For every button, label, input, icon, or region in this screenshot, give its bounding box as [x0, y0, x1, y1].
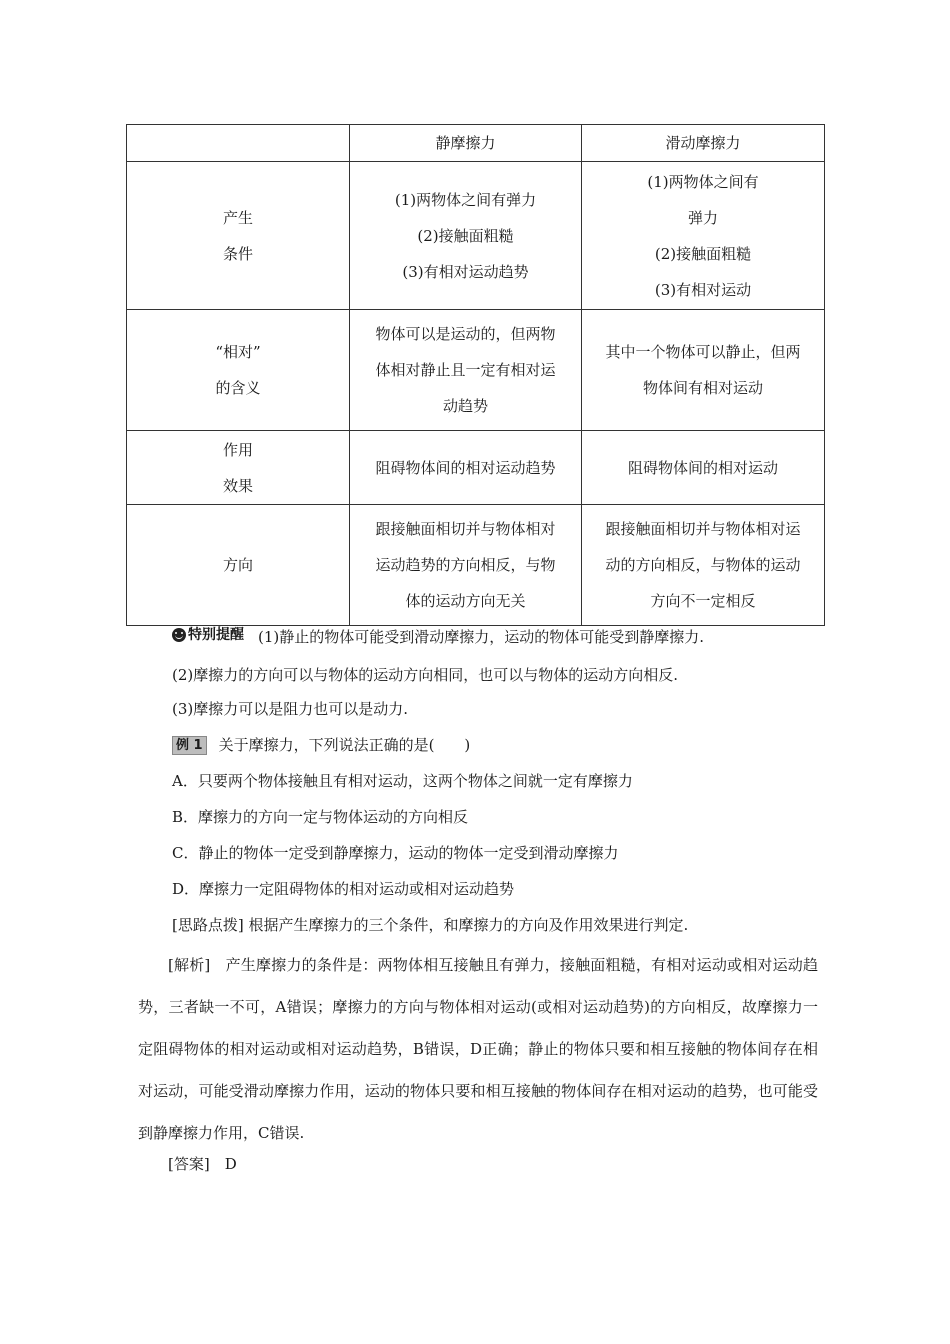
header-static-friction: 静摩擦力 — [350, 125, 582, 162]
static-cell: 阻碍物体间的相对运动趋势 — [350, 431, 582, 505]
row-label: “相对” 的含义 — [127, 310, 350, 431]
reminder-line-1: (1)静止的物体可能受到滑动摩擦力，运动的物体可能受到静摩擦力. — [258, 628, 705, 646]
static-cell: 物体可以是运动的，但两物 体相对静止且一定有相对运 动趋势 — [350, 310, 582, 431]
analysis-text: 产生摩擦力的条件是：两物体相互接触且有弹力，接触面粗糙，有相对运动或相对运动趋势，三者缺一不可，A错误；摩擦力的方向与物体相对运动(或相对运动趋势)的方向相反，故摩擦力一定阻碍物体的相对运动或相对运动趋势，B错误，D正确；静止的物体只要和相互接触的物体间存在相对运动，可能受滑动摩擦力作用，运动的物体只要和相互接触的物体间存在相对运动的趋势，也可能受到静摩擦力作用，C错误. — [138, 956, 818, 1142]
sliding-cell: 其中一个物体可以静止，但两 物体间有相对运动 — [582, 310, 825, 431]
static-cell: (1)两物体之间有弹力 (2)接触面粗糙 (3)有相对运动趋势 — [350, 162, 582, 310]
answer-label: [答案] — [168, 1155, 210, 1173]
table-row-direction — [127, 505, 825, 626]
table-row-conditions — [127, 162, 825, 310]
row-label: 方向 — [127, 505, 350, 626]
static-cell: 跟接触面相切并与物体相对 运动趋势的方向相反，与物 体的运动方向无关 — [350, 505, 582, 626]
example-question: 例 1 关于摩擦力，下列说法正确的是( ) — [172, 734, 470, 756]
solution-hint: [思路点拨] 根据产生摩擦力的三个条件，和摩擦力的方向及作用效果进行判定. — [172, 916, 689, 934]
table-header-row — [127, 125, 825, 162]
table-row-effect — [127, 431, 825, 505]
example-badge: 例 1 — [172, 736, 207, 755]
sliding-cell: 跟接触面相切并与物体相对运 动的方向相反，与物体的运动 方向不一定相反 — [582, 505, 825, 626]
analysis-paragraph — [138, 944, 818, 1154]
option-d: D．摩擦力一定阻碍物体的相对运动或相对运动趋势 — [172, 880, 515, 898]
sliding-cell: 阻碍物体间的相对运动 — [582, 431, 825, 505]
table-row-relative-meaning — [127, 310, 825, 431]
row-label: 作用 效果 — [127, 431, 350, 505]
option-c: C．静止的物体一定受到静摩擦力，运动的物体一定受到滑动摩擦力 — [172, 844, 619, 862]
sliding-cell: (1)两物体之间有 弹力 (2)接触面粗糙 (3)有相对运动 — [582, 162, 825, 310]
analysis-label: [解析] — [168, 956, 211, 974]
reminder-line-3: (3)摩擦力可以是阻力也可以是动力. — [172, 700, 409, 718]
header-sliding-friction: 滑动摩擦力 — [582, 125, 825, 162]
reminder-line-2: (2)摩擦力的方向可以与物体的运动方向相同，也可以与物体的运动方向相反. — [172, 666, 679, 684]
header-empty-cell — [127, 125, 350, 162]
friction-comparison-table — [126, 124, 825, 626]
reminder-badge: 特别提醒 — [172, 624, 244, 646]
answer-line — [168, 1153, 237, 1175]
smiley-icon — [172, 628, 186, 642]
option-a: A．只要两个物体接触且有相对运动，这两个物体之间就一定有摩擦力 — [172, 772, 633, 790]
answer-value: D — [224, 1155, 237, 1173]
option-b: B．摩擦力的方向一定与物体运动的方向相反 — [172, 808, 469, 826]
row-label: 产生 条件 — [127, 162, 350, 310]
special-reminder — [172, 624, 704, 648]
